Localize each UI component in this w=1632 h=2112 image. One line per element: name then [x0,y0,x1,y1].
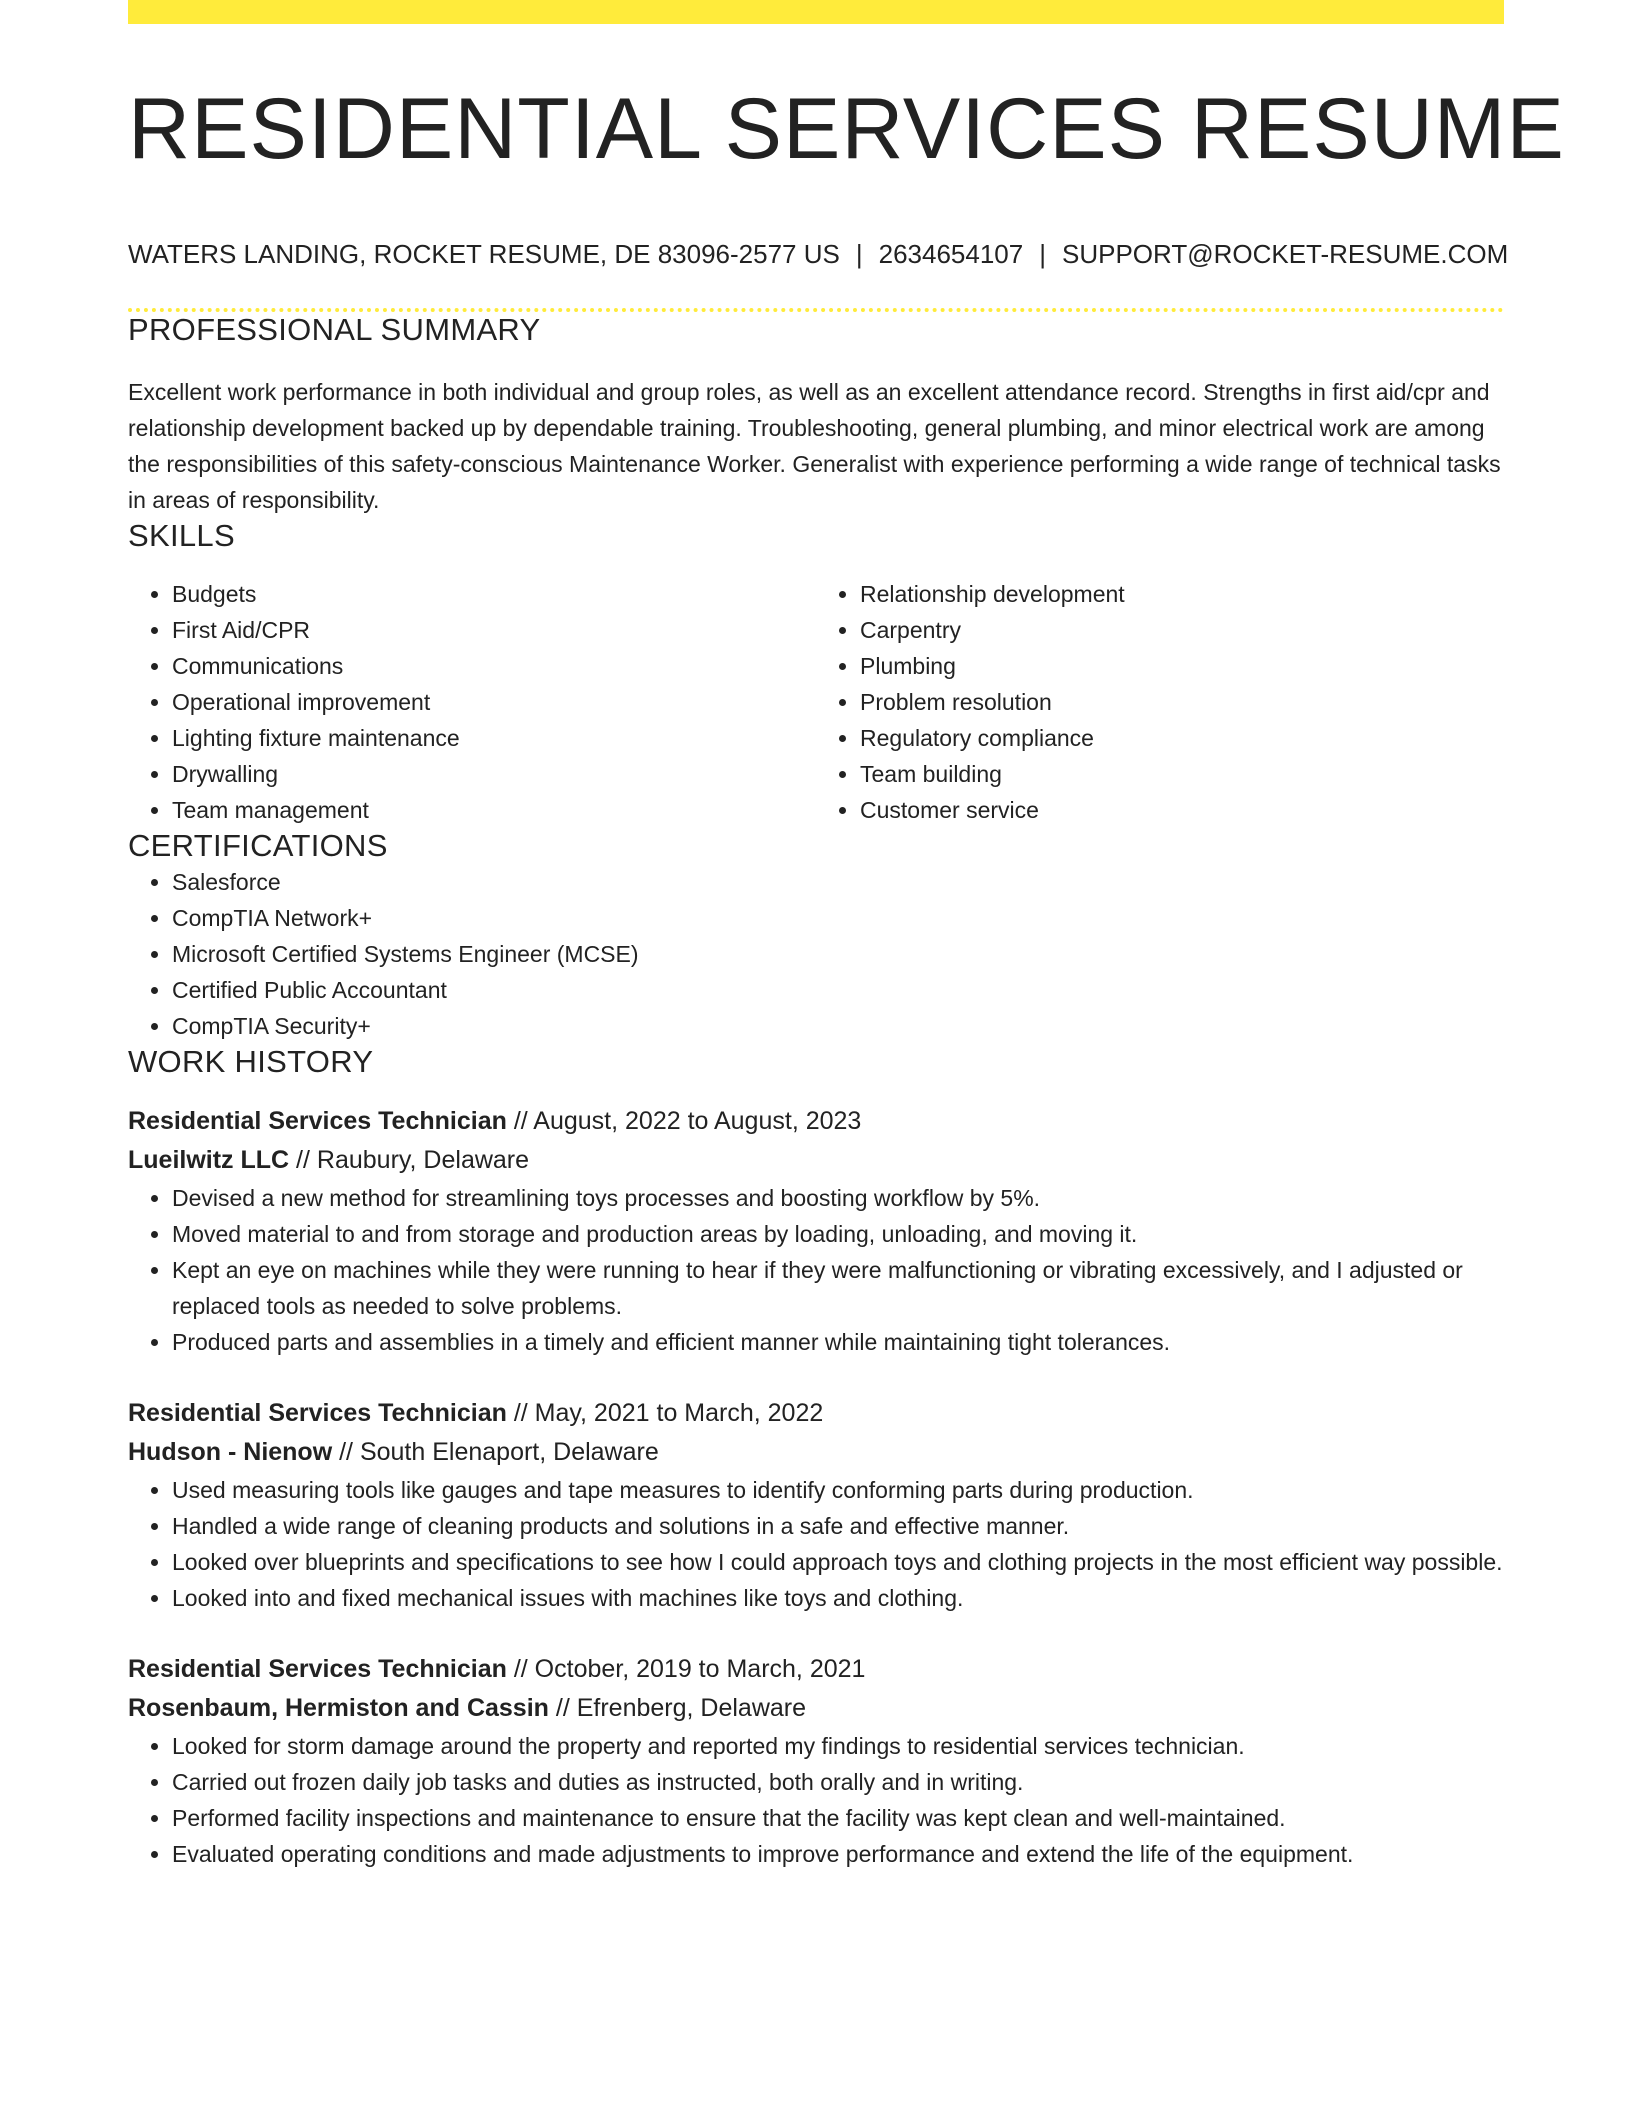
skill-item: • Lighting fixture maintenance [172,720,816,756]
certification-item: • Certified Public Accountant [172,972,1504,1008]
job-dates: August, 2022 to August, 2023 [533,1106,862,1135]
skills-list-right [816,576,1504,828]
job-title-line [128,1102,1504,1141]
job-title: Residential Services Technician [128,1654,507,1683]
job-entry [128,1102,1504,1360]
job-company-line [128,1689,1504,1728]
job-divider: // [506,1654,535,1683]
skill-item: • Team building [860,756,1504,792]
job-duty: • Evaluated operating conditions and made adjustments to improve performance and extend the life of the equipment. [172,1836,1504,1872]
job-divider: // [332,1437,360,1466]
job-location: Raubury, Delaware [316,1145,530,1174]
skills-columns [128,576,1504,828]
job-divider: // [506,1398,535,1427]
job-duties-list [128,1728,1504,1872]
skills-heading: SKILLS [128,517,235,553]
skill-item: • Carpentry [860,612,1504,648]
job-duty: • Looked over blueprints and specifications to see how I could approach toys and clothing projects in the most efficient way possible. [172,1544,1504,1580]
summary-heading: PROFESSIONAL SUMMARY [128,311,541,347]
certification-item: • CompTIA Security+ [172,1008,1504,1044]
job-company: Rosenbaum, Hermiston and Cassin [128,1693,549,1722]
contact-phone: 2634654107 [878,238,1024,269]
job-company-line [128,1141,1504,1180]
job-duties-list [128,1180,1504,1360]
job-location: Efrenberg, Delaware [576,1693,807,1722]
job-entry [128,1650,1504,1872]
job-company-line [128,1433,1504,1472]
job-duty: • Kept an eye on machines while they were running to hear if they were malfunctioning or vibrating excessively, and I adjusted or replaced tools as needed to solve problems. [172,1252,1504,1324]
job-duties-list [128,1472,1504,1616]
skill-item: • Operational improvement [172,684,816,720]
certification-item: • Salesforce [172,864,1504,900]
resume-title: RESIDENTIAL SERVICES RESUME [128,81,1565,177]
job-duty: • Used measuring tools like gauges and tape measures to identify conforming parts during production. [172,1472,1504,1508]
job-duty: • Handled a wide range of cleaning products and solutions in a safe and effective manner. [172,1508,1504,1544]
job-title-line [128,1394,1504,1433]
resume-page [128,0,1565,1872]
skill-item: • Problem resolution [860,684,1504,720]
job-company: Hudson - Nienow [128,1437,333,1466]
skill-item: • Drywalling [172,756,816,792]
job-duty: • Looked into and fixed mechanical issues with machines like toys and clothing. [172,1580,1504,1616]
skill-item: • Customer service [860,792,1504,828]
job-duty: • Carried out frozen daily job tasks and duties as instructed, both orally and in writing. [172,1764,1504,1800]
skill-item: • Relationship development [860,576,1504,612]
certification-item: • CompTIA Network+ [172,900,1504,936]
contact-line [128,238,1509,270]
job-duty: • Moved material to and from storage and production areas by loading, unloading, and moving it. [172,1216,1504,1252]
job-dates: October, 2019 to March, 2021 [534,1654,866,1683]
job-duty: • Performed facility inspections and maintenance to ensure that the facility was kept clean and well-maintained. [172,1800,1504,1836]
skill-item: • Regulatory compliance [860,720,1504,756]
job-divider: // [506,1106,534,1135]
job-entry [128,1394,1504,1616]
skills-list-left [128,576,816,828]
certification-item: • Microsoft Certified Systems Engineer (MCSE) [172,936,1504,972]
skill-item: • First Aid/CPR [172,612,816,648]
contact-separator: | [855,238,863,269]
certifications-heading: CERTIFICATIONS [128,827,388,863]
job-divider: // [548,1693,577,1722]
contact-address: WATERS LANDING, ROCKET RESUME, DE 83096-2577 US [128,238,840,269]
job-company: Lueilwitz LLC [128,1145,290,1174]
job-duty: • Looked for storm damage around the property and reported my findings to residential services technician. [172,1728,1504,1764]
job-title: Residential Services Technician [128,1106,507,1135]
skill-item: • Team management [172,792,816,828]
job-duty: • Devised a new method for streamlining toys processes and boosting workflow by 5%. [172,1180,1504,1216]
job-dates: May, 2021 to March, 2022 [534,1398,824,1427]
summary-text: Excellent work performance in both individual and group roles, as well as an excellent attendance record. Strengths in first aid/cpr and relationship development backed up by dependable training. Troubleshooting, general plumbing, and minor electrical work are among the responsibilities of this safety-conscious Maintenance Worker. Generalist with experience performing a wide range of technical tasks in areas of responsibility. [128,378,1501,513]
skill-item: • Communications [172,648,816,684]
job-duty: • Produced parts and assemblies in a timely and efficient manner while maintaining tight tolerances. [172,1324,1504,1360]
certifications-list [128,864,1504,1044]
skill-item: • Budgets [172,576,816,612]
job-title-line [128,1650,1504,1689]
contact-email: SUPPORT@ROCKET-RESUME.COM [1061,238,1509,269]
job-location: South Elenaport, Delaware [359,1437,659,1466]
job-title: Residential Services Technician [128,1398,507,1427]
contact-separator: | [1039,238,1046,269]
work-history-heading: WORK HISTORY [128,1043,374,1079]
skill-item: • Plumbing [860,648,1504,684]
job-divider: // [289,1145,317,1174]
top-accent-bar [128,0,1504,24]
